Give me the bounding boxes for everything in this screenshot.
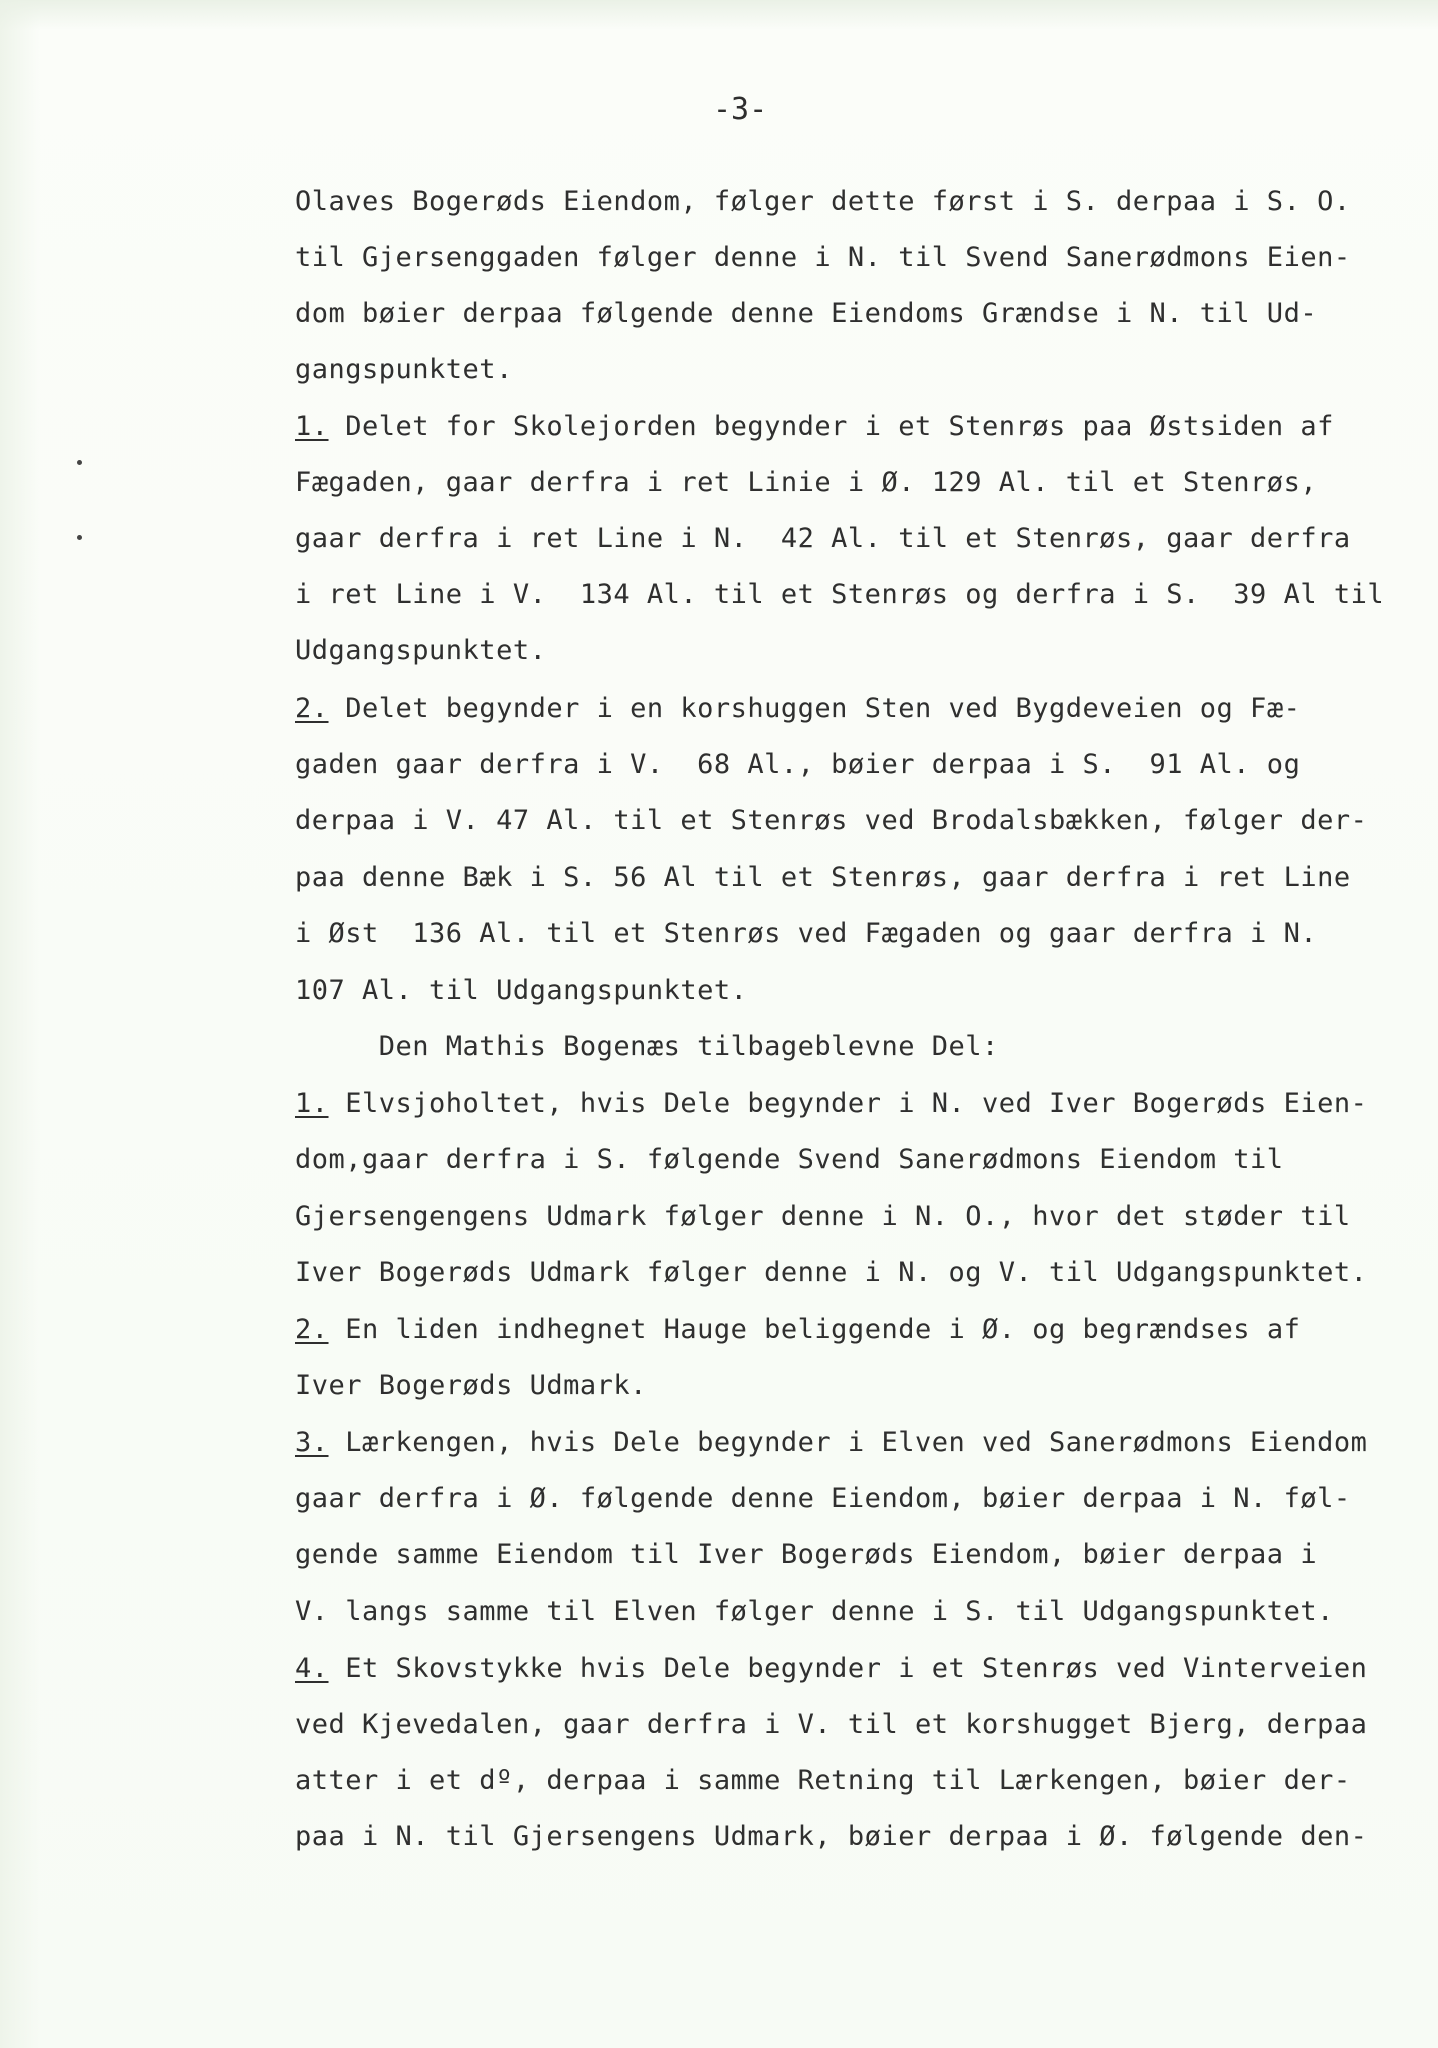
line-text: Et Skovstykke hvis Dele begynder i et Stenrøs ved Vinterveien [328,1653,1368,1684]
text-line [295,1820,1367,1854]
text-line [295,185,1351,219]
text-line [295,1313,1300,1347]
line-text: Delet begynder i en korshuggen Sten ved Bygdeveien og Fæ- [328,693,1301,724]
text-line [295,241,1351,275]
text-line [295,692,1300,726]
line-text: atter i et dº, derpaa i samme Retning til Lærkengen, bøier der- [295,1765,1351,1796]
line-text: Udgangspunktet. [295,635,547,666]
line-text: Fægaden, gaar derfra i ret Linie i Ø. 129 Al. til et Stenrøs, [295,467,1318,498]
text-line [295,1200,1351,1234]
text-line [295,748,1300,782]
text-line [295,804,1367,838]
text-line [295,861,1351,895]
line-text: Iver Bogerøds Udmark. [295,1370,647,1401]
paragraph-number: 3. [295,1427,329,1458]
line-text: gende samme Eiendom til Iver Bogerøds Eiendom, bøier derpaa i [295,1539,1318,1570]
paragraph-number: 4. [295,1653,329,1684]
text-line [295,1030,999,1064]
line-text: V. langs samme til Elven følger denne i S. til Udgangspunktet. [295,1596,1334,1627]
text-line [295,1652,1367,1686]
text-line [295,1426,1367,1460]
text-line [295,1708,1367,1742]
margin-mark [77,535,82,540]
text-line [295,522,1351,556]
text-line [295,1482,1351,1516]
paragraph-number: 2. [295,693,329,724]
line-text: Delet for Skolejorden begynder i et Stenrøs paa Østsiden af [328,411,1334,442]
text-line [295,578,1384,612]
page-top-shadow [0,0,1438,30]
paragraph-number: 1. [295,411,329,442]
text-line [295,634,546,668]
line-text: gangspunktet. [295,354,513,385]
line-text: Elvsjoholtet, hvis Dele begynder i N. ved Iver Bogerøds Eien- [328,1088,1368,1119]
line-text: paa denne Bæk i S. 56 Al til et Stenrøs, gaar derfra i ret Line [295,862,1351,893]
text-line [295,353,513,387]
line-text: Den Mathis Bogenæs tilbageblevne Del: [295,1031,999,1062]
line-text: derpaa i V. 47 Al. til et Stenrøs ved Brodalsbækken, følger der- [295,805,1368,836]
text-line [295,974,747,1008]
paragraph-number: 2. [295,1314,329,1345]
text-line [295,917,1317,951]
text-line [295,1256,1367,1290]
page-number: -3- [713,92,768,127]
line-text: Olaves Bogerøds Eiendom, følger dette først i S. derpaa i S. O. [295,186,1351,217]
line-text: paa i N. til Gjersengens Udmark, bøier derpaa i Ø. følgende den- [295,1821,1368,1852]
line-text: i Øst 136 Al. til et Stenrøs ved Fægaden og gaar derfra i N. [295,918,1318,949]
text-line [295,1595,1334,1629]
paragraph-number: 1. [295,1088,329,1119]
line-text: gaar derfra i ret Line i N. 42 Al. til et Stenrøs, gaar derfra [295,523,1351,554]
text-line [295,1087,1367,1121]
text-line [295,410,1334,444]
text-line [295,1143,1284,1177]
text-line [295,297,1317,331]
margin-mark [77,460,82,465]
line-text: dom,gaar derfra i S. følgende Svend Sanerødmons Eiendom til [295,1144,1284,1175]
line-text: gaden gaar derfra i V. 68 Al., bøier derpaa i S. 91 Al. og [295,749,1301,780]
line-text: En liden indhegnet Hauge beliggende i Ø. og begrændses af [328,1314,1301,1345]
line-text: Gjersengengens Udmark følger denne i N. O., hvor det støder til [295,1201,1351,1232]
line-text: gaar derfra i Ø. følgende denne Eiendom, bøier derpaa i N. føl- [295,1483,1351,1514]
text-line [295,1764,1351,1798]
line-text: Lærkengen, hvis Dele begynder i Elven ved Sanerødmons Eiendom [328,1427,1368,1458]
line-text: Iver Bogerøds Udmark følger denne i N. og V. til Udgangspunktet. [295,1257,1368,1288]
line-text: 107 Al. til Udgangspunktet. [295,975,748,1006]
line-text: dom bøier derpaa følgende denne Eiendoms Grændse i N. til Ud- [295,298,1318,329]
text-line [295,466,1317,500]
page-edge-shadow [0,0,40,2048]
line-text: i ret Line i V. 134 Al. til et Stenrøs og derfra i S. 39 Al til [295,579,1385,610]
text-line [295,1369,647,1403]
line-text: til Gjersenggaden følger denne i N. til Svend Sanerødmons Eien- [295,242,1351,273]
text-line [295,1538,1317,1572]
line-text: ved Kjevedalen, gaar derfra i V. til et korshugget Bjerg, derpaa [295,1709,1368,1740]
